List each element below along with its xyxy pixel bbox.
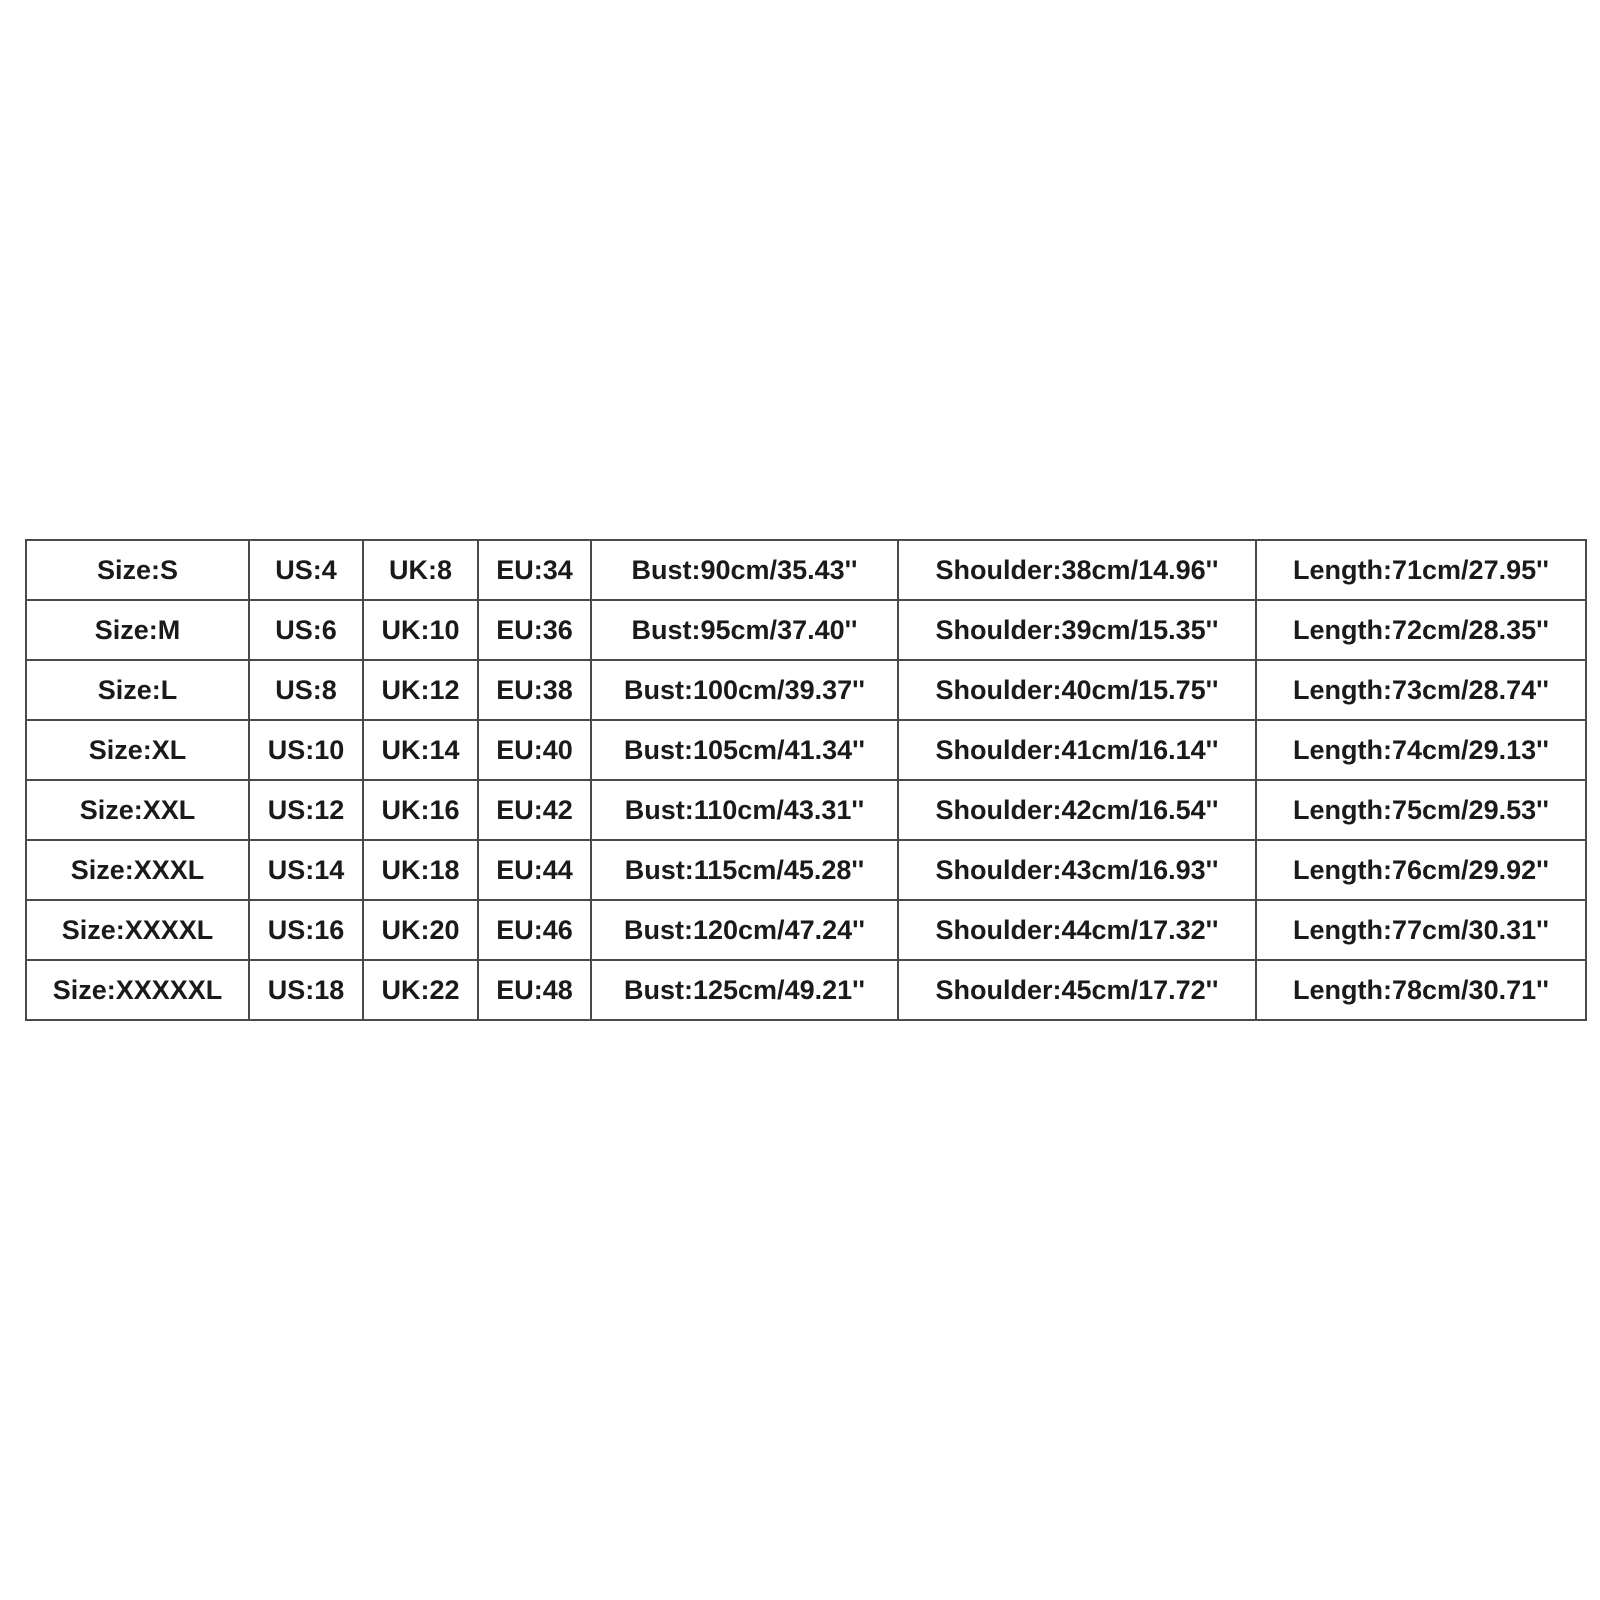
table-row xyxy=(26,540,1586,600)
length-cell: Length:73cm/28.74'' xyxy=(1256,660,1586,720)
uk-size-cell: UK:14 xyxy=(363,720,478,780)
us-size-cell: US:16 xyxy=(249,900,363,960)
uk-size-cell: UK:18 xyxy=(363,840,478,900)
eu-size-cell: EU:46 xyxy=(478,900,591,960)
shoulder-cell: Shoulder:40cm/15.75'' xyxy=(898,660,1256,720)
uk-size-cell: UK:22 xyxy=(363,960,478,1020)
us-size-cell: US:8 xyxy=(249,660,363,720)
us-size-cell: US:18 xyxy=(249,960,363,1020)
bust-cell: Bust:115cm/45.28'' xyxy=(591,840,898,900)
eu-size-cell: EU:34 xyxy=(478,540,591,600)
size-cell: Size:S xyxy=(26,540,249,600)
size-cell: Size:XL xyxy=(26,720,249,780)
size-cell: Size:XXXL xyxy=(26,840,249,900)
us-size-cell: US:10 xyxy=(249,720,363,780)
uk-size-cell: UK:8 xyxy=(363,540,478,600)
eu-size-cell: EU:38 xyxy=(478,660,591,720)
eu-size-cell: EU:48 xyxy=(478,960,591,1020)
length-cell: Length:76cm/29.92'' xyxy=(1256,840,1586,900)
length-cell: Length:72cm/28.35'' xyxy=(1256,600,1586,660)
eu-size-cell: EU:44 xyxy=(478,840,591,900)
table-row xyxy=(26,660,1586,720)
size-cell: Size:XXXXL xyxy=(26,900,249,960)
us-size-cell: US:6 xyxy=(249,600,363,660)
bust-cell: Bust:125cm/49.21'' xyxy=(591,960,898,1020)
shoulder-cell: Shoulder:45cm/17.72'' xyxy=(898,960,1256,1020)
size-cell: Size:L xyxy=(26,660,249,720)
shoulder-cell: Shoulder:38cm/14.96'' xyxy=(898,540,1256,600)
bust-cell: Bust:105cm/41.34'' xyxy=(591,720,898,780)
table-row xyxy=(26,960,1586,1020)
uk-size-cell: UK:16 xyxy=(363,780,478,840)
bust-cell: Bust:100cm/39.37'' xyxy=(591,660,898,720)
eu-size-cell: EU:42 xyxy=(478,780,591,840)
table-row xyxy=(26,780,1586,840)
table-row xyxy=(26,840,1586,900)
eu-size-cell: EU:40 xyxy=(478,720,591,780)
table-row xyxy=(26,720,1586,780)
uk-size-cell: UK:20 xyxy=(363,900,478,960)
length-cell: Length:71cm/27.95'' xyxy=(1256,540,1586,600)
bust-cell: Bust:120cm/47.24'' xyxy=(591,900,898,960)
us-size-cell: US:4 xyxy=(249,540,363,600)
bust-cell: Bust:95cm/37.40'' xyxy=(591,600,898,660)
eu-size-cell: EU:36 xyxy=(478,600,591,660)
bust-cell: Bust:90cm/35.43'' xyxy=(591,540,898,600)
length-cell: Length:78cm/30.71'' xyxy=(1256,960,1586,1020)
length-cell: Length:77cm/30.31'' xyxy=(1256,900,1586,960)
shoulder-cell: Shoulder:41cm/16.14'' xyxy=(898,720,1256,780)
uk-size-cell: UK:10 xyxy=(363,600,478,660)
size-cell: Size:XXXXXL xyxy=(26,960,249,1020)
length-cell: Length:74cm/29.13'' xyxy=(1256,720,1586,780)
shoulder-cell: Shoulder:43cm/16.93'' xyxy=(898,840,1256,900)
bust-cell: Bust:110cm/43.31'' xyxy=(591,780,898,840)
length-cell: Length:75cm/29.53'' xyxy=(1256,780,1586,840)
uk-size-cell: UK:12 xyxy=(363,660,478,720)
size-chart-table xyxy=(25,539,1587,1021)
shoulder-cell: Shoulder:44cm/17.32'' xyxy=(898,900,1256,960)
table-row xyxy=(26,600,1586,660)
shoulder-cell: Shoulder:42cm/16.54'' xyxy=(898,780,1256,840)
us-size-cell: US:14 xyxy=(249,840,363,900)
us-size-cell: US:12 xyxy=(249,780,363,840)
size-cell: Size:XXL xyxy=(26,780,249,840)
size-cell: Size:M xyxy=(26,600,249,660)
shoulder-cell: Shoulder:39cm/15.35'' xyxy=(898,600,1256,660)
size-chart-container xyxy=(25,539,1585,1021)
table-row xyxy=(26,900,1586,960)
